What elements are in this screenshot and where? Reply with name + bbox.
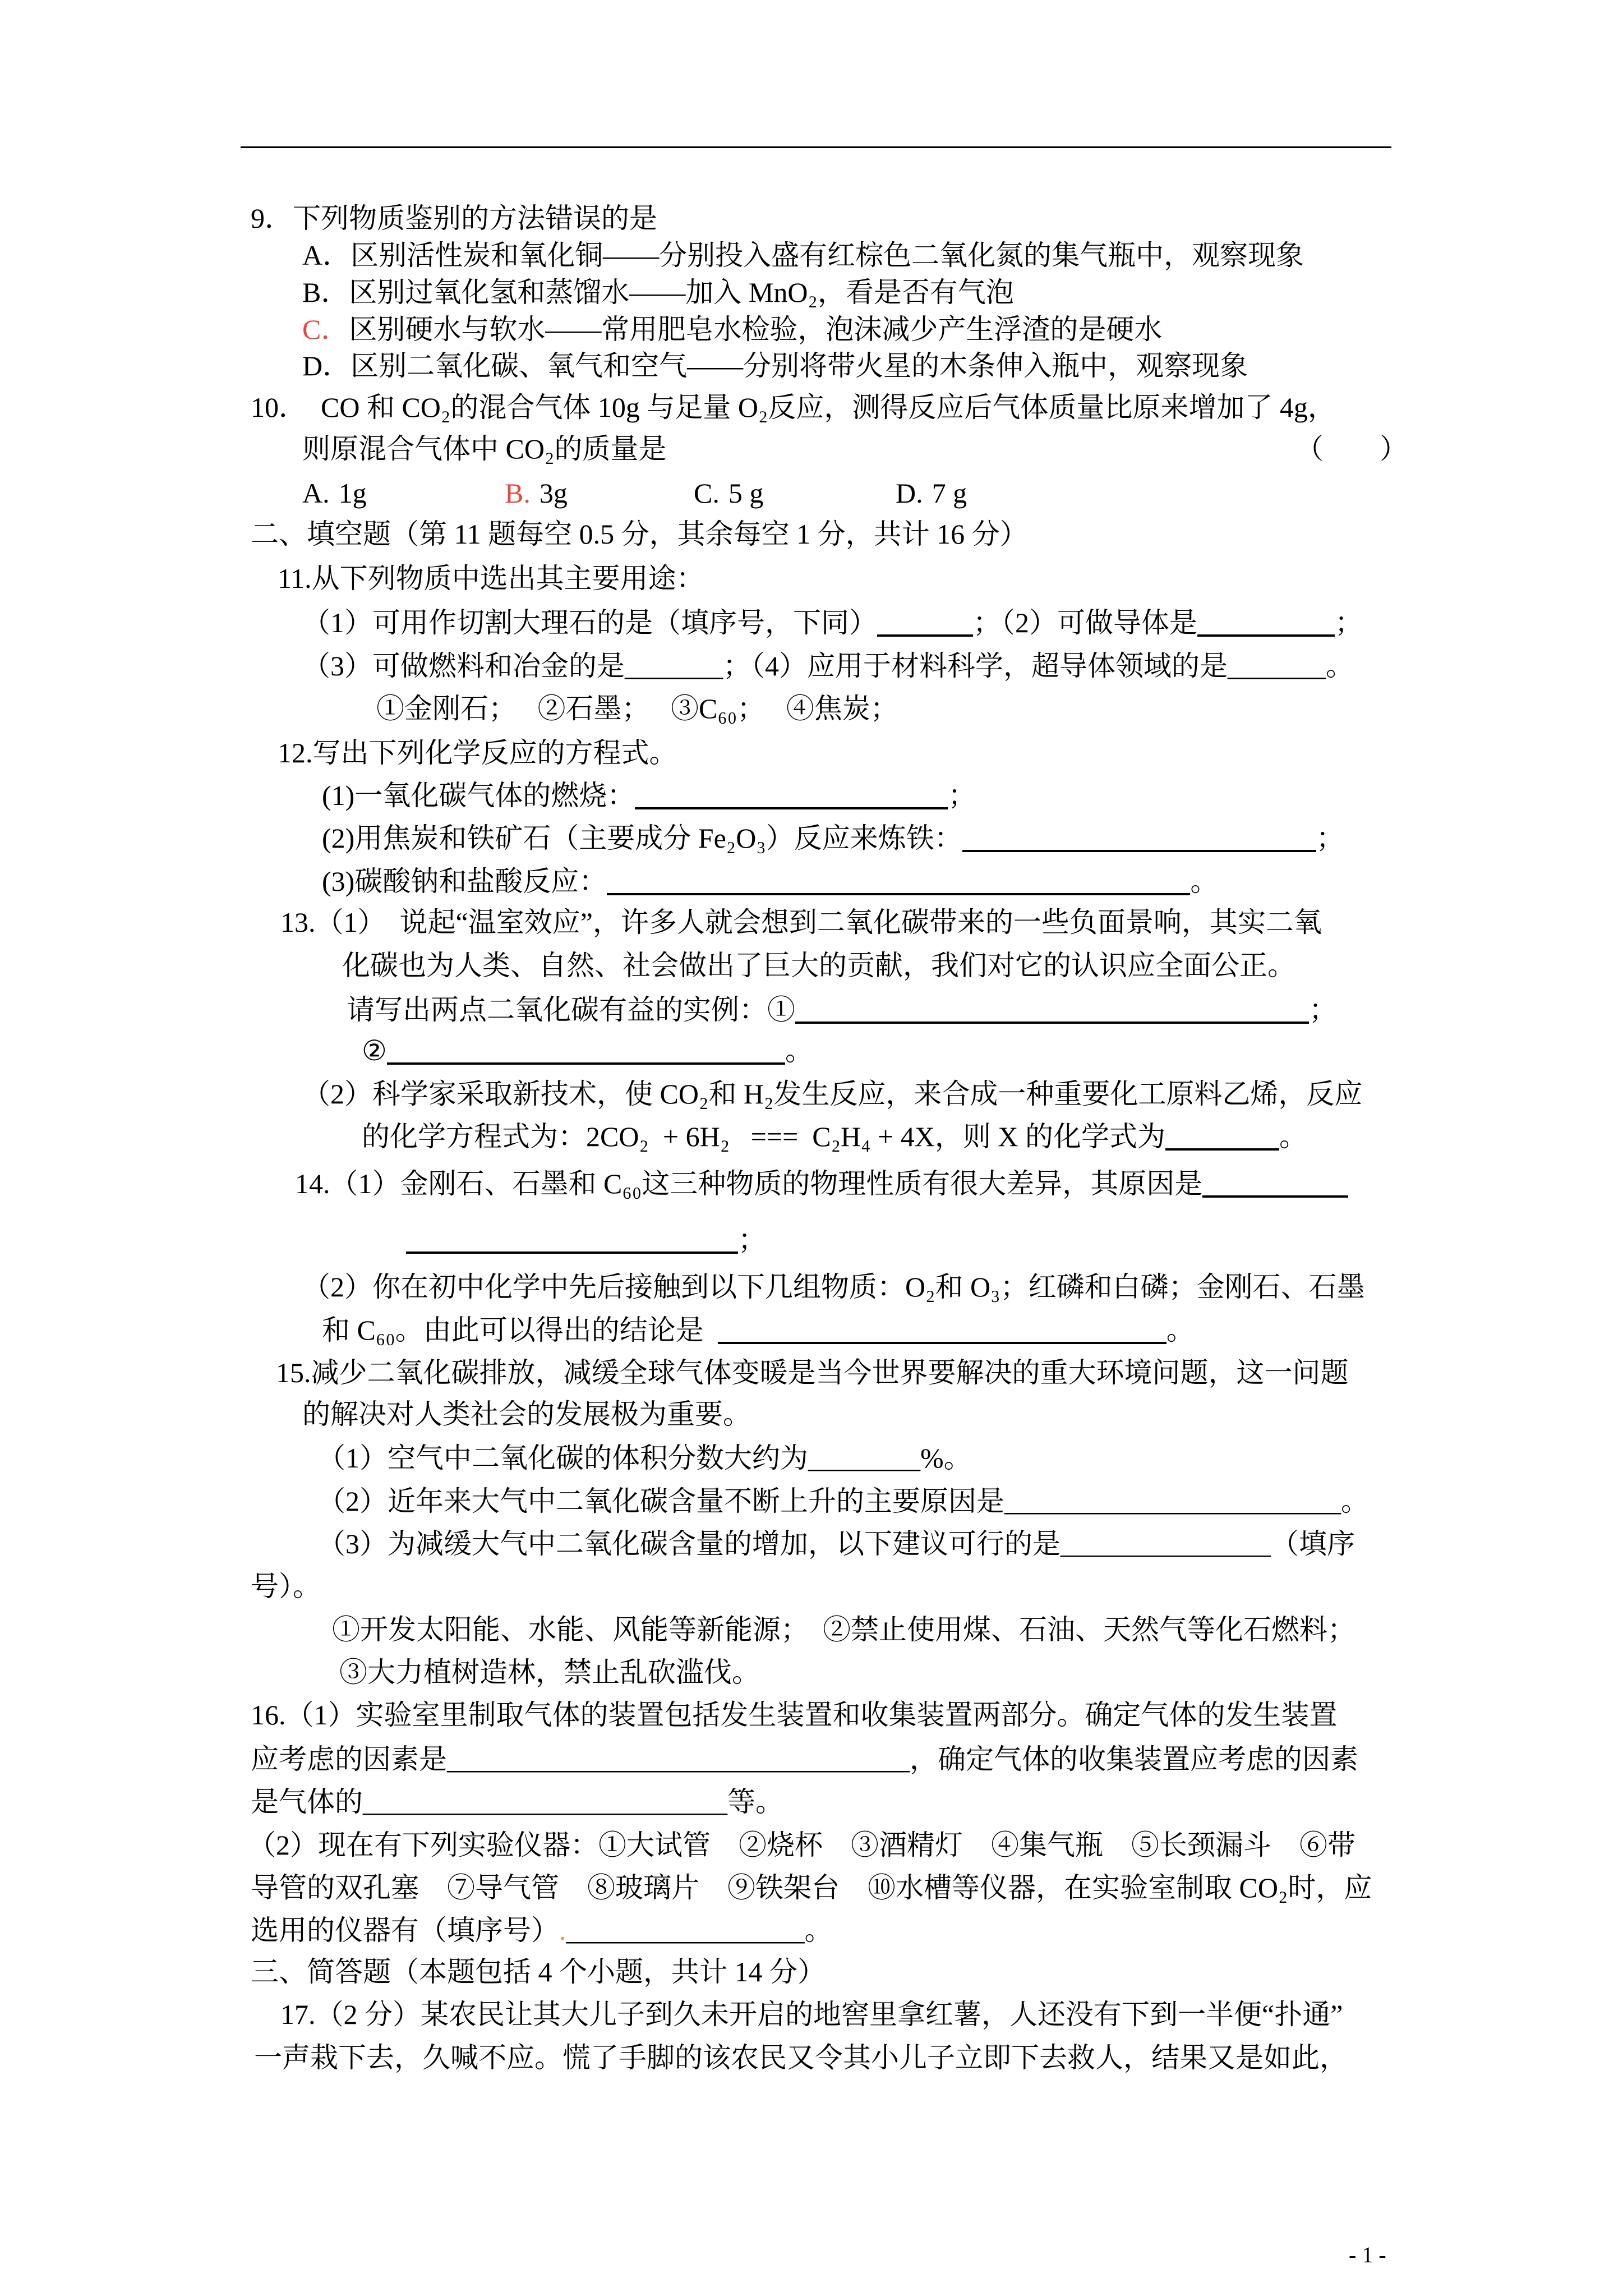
q15-sub-1: （1）空气中二氧化碳的体积分数大约为________%。 (317, 1442, 972, 1474)
q11-line-2: （3）可做燃料和冶金的是_______；（4）应用于材料科学，超导体领域的是_______。 (302, 650, 1354, 682)
q10-option-a (302, 476, 367, 510)
q14-part1-line-1 (295, 1167, 1348, 1200)
q13-marker: ② (362, 1035, 387, 1066)
q9-stem: 9．下列物质鉴别的方法错误的是 (251, 203, 657, 234)
q12-end: ； (1316, 822, 1344, 854)
q13-example-2 (362, 1034, 813, 1068)
q15-sub-3: （3）为减缓大气中二氧化碳含量的增加，以下建议可行的是_______________（填序 (317, 1528, 1355, 1559)
q13-end: ； (1309, 994, 1337, 1025)
header-rule (241, 146, 1391, 148)
answer-blank (1202, 1170, 1348, 1198)
section-heading-fill-in: 二、填空题（第 11 题每空 0.5 分，其余每空 1 分，共计 16 分） (251, 518, 1028, 550)
q9-option-a (302, 238, 1304, 272)
q15-sub-2: （2）近年来大气中二氧化碳含量不断上升的主要原因是________________________。 (317, 1485, 1369, 1517)
q12-prompt: (2)用焦炭和铁矿石（主要成分 Fe₂O₃）反应来炼铁： (322, 822, 962, 854)
option-label: D． (302, 350, 351, 381)
q16-part2-line-3 (251, 1913, 833, 1947)
q10-option-c (694, 476, 763, 510)
option-label: A． (302, 240, 351, 271)
option-text: 3g (539, 477, 568, 509)
answer-blank (718, 1316, 1166, 1344)
option-text: 7 g (932, 477, 967, 509)
q11-text: ；（2）可做导体是 (973, 607, 1197, 638)
q15-suggestions-line-1: ①开发太阳能、水能、风能等新能源； ②禁止使用煤、石油、天然气等化石燃料； (332, 1614, 1355, 1645)
q13-part1-line-2: 化碳也为人类、自然、社会做出了巨大的贡献，我们对它的认识应全面公正。 (342, 950, 1295, 981)
stray-mark: . (559, 1915, 566, 1946)
q9-option-c (302, 312, 1162, 346)
q13-end: 。 (785, 1035, 813, 1066)
answer-blank (1197, 609, 1335, 637)
option-label: A. (302, 477, 330, 509)
q17-line-2: 一声栽下去，久喊不应。慌了手脚的该农民又令其小儿子立即下去救人，结果又是如此， (254, 2042, 1348, 2073)
answer-blank (962, 824, 1316, 852)
page-number: - 1 - (1349, 2242, 1386, 2267)
answer-blank (795, 996, 1309, 1024)
q12-stem: 12.写出下列化学反应的方程式。 (278, 737, 677, 769)
q14-end: 。 (1166, 1314, 1195, 1346)
q14-end: ； (738, 1224, 766, 1255)
q16-text: 选用的仪器有（填序号） (251, 1915, 559, 1946)
answer-blank (406, 1226, 738, 1254)
q12-end: ； (948, 780, 976, 811)
q11-text: （1）可用作切割大理石的是（填序号，下同） (302, 607, 877, 638)
q12-end: 。 (1190, 866, 1219, 897)
q13-part1-line-1: 13.（1） 说起“温室效应”，许多人就会想到二氧化碳带来的一些负面景响，其实二氧 (280, 907, 1322, 938)
q11-choices: ①金刚石； ②石墨； ③C₆₀； ④焦炭； (376, 693, 898, 724)
q13-example-1 (347, 993, 1337, 1027)
answer-bracket: （ ） (1295, 433, 1408, 464)
option-label: C. (694, 477, 720, 509)
q14-part2-line-2 (322, 1313, 1195, 1347)
option-text: 区别活性炭和氧化铜——分别投入盛有红棕色二氧化氮的集气瓶中，观察现象 (351, 240, 1304, 271)
q15-stem-line-1: 15.减少二氧化碳排放，减缓全球气体变暖是当今世界要解决的重大环境问题，这一问题 (276, 1357, 1349, 1388)
answer-blank (607, 867, 1190, 895)
answer-blank (387, 1037, 785, 1065)
q15-suggestions-line-2: ③大力植树造林，禁止乱砍滥伐。 (339, 1657, 760, 1688)
option-label-marked: B. (505, 477, 531, 509)
option-text: 区别硬水与软水——常用肥皂水检验，泡沫减少产生浮渣的是硬水 (349, 314, 1163, 345)
answer-blank (877, 609, 973, 637)
q13-part2-line-2 (362, 1120, 1307, 1153)
q16-blank-end: _________________。 (566, 1915, 833, 1946)
option-label: B． (302, 277, 349, 308)
q15-sub-3-continued: 号）。 (251, 1571, 321, 1602)
option-text: 区别过氧化氢和蒸馏水——加入 MnO₂，看是否有气泡 (349, 277, 1014, 308)
q15-stem-line-2: 的解决对人类社会的发展极为重要。 (302, 1398, 751, 1430)
q13-prompt: 请写出两点二氧化碳有益的实例：① (347, 994, 795, 1025)
q16-part1-line-1: 16.（1）实验室里制取气体的装置包括发生装置和收集装置两部分。确定气体的发生装置 (251, 1699, 1338, 1731)
section-heading-short-answer: 三、简答题（本题包括 4 个小题，共计 14 分） (251, 1956, 826, 1987)
q16-part2-line-2: 导管的双孔塞 ⑦导气管 ⑧玻璃片 ⑨铁架台 ⑩水槽等仪器，在实验室制取 CO₂时，应 (251, 1872, 1372, 1903)
q11-line-1 (302, 606, 1363, 639)
q13-part2-line-1: （2）科学家采取新技术，使 CO₂和 H₂发生反应，来合成一种重要化工原料乙烯，反应 (302, 1078, 1363, 1110)
q10-stem-line-2: 则原混合气体中 CO₂的质量是 (302, 433, 667, 464)
q14-part2-line-1: （2）你在初中化学中先后接触到以下几组物质：O₂和 O₃；红磷和白磷；金刚石、石墨 (302, 1271, 1365, 1303)
q12-item-1 (322, 779, 976, 812)
q14-text: 14.（1）金刚石、石墨和 C₆₀这三种物质的物理性质有很大差异，其原因是 (295, 1168, 1203, 1199)
answer-blank (1165, 1122, 1279, 1151)
q12-item-3 (322, 864, 1218, 898)
answer-blank (635, 781, 948, 809)
q10-option-d (896, 476, 967, 510)
option-text: 区别二氧化碳、氧气和空气——分别将带火星的木条伸入瓶中，观察现象 (351, 350, 1248, 381)
q17-line-1: 17.（2 分）某农民让其大儿子到久未开启的地窖里拿红薯，人还没有下到一半便“扑通” (280, 1999, 1343, 2030)
q12-prompt: (3)碳酸钠和盐酸反应： (322, 866, 607, 897)
q14-part1-line-2 (406, 1223, 766, 1257)
q11-stem: 11.从下列物质中选出其主要用途： (278, 563, 704, 594)
q10-stem-line-1: 10． CO 和 CO₂的混合气体 10g 与足量 O₂反应，测得反应后气体质量比原来增加了 4g， (251, 392, 1336, 423)
option-text: 1g (338, 477, 367, 509)
option-text: 5 g (728, 477, 764, 509)
q16-part2-line-1: （2）现在有下列实验仪器：①大试管 ②烧杯 ③酒精灯 ④集气瓶 ⑤长颈漏斗 ⑥带 (248, 1829, 1355, 1861)
q14-text: 和 C₆₀。由此可以得出的结论是 (322, 1314, 718, 1346)
q13-end: 。 (1279, 1121, 1307, 1152)
q11-text: ； (1335, 607, 1363, 638)
option-label-marked: C． (302, 314, 349, 345)
q13-equation-text: 的化学方程式为：2CO₂ + 6H₂ === C₂H₄ + 4X，则 X 的化学式为 (362, 1121, 1165, 1152)
q9-option-d (302, 349, 1248, 383)
option-label: D. (896, 477, 923, 509)
q10-option-b (505, 476, 568, 510)
q16-part1-line-2: 应考虑的因素是_________________________________，确定气体的收集装置应考虑的因素 (251, 1743, 1358, 1775)
q16-part1-line-3: 是气体的__________________________等。 (251, 1786, 783, 1818)
q9-option-b (302, 275, 1014, 309)
q12-item-2 (322, 821, 1344, 855)
q12-prompt: (1)一氧化碳气体的燃烧： (322, 780, 635, 811)
